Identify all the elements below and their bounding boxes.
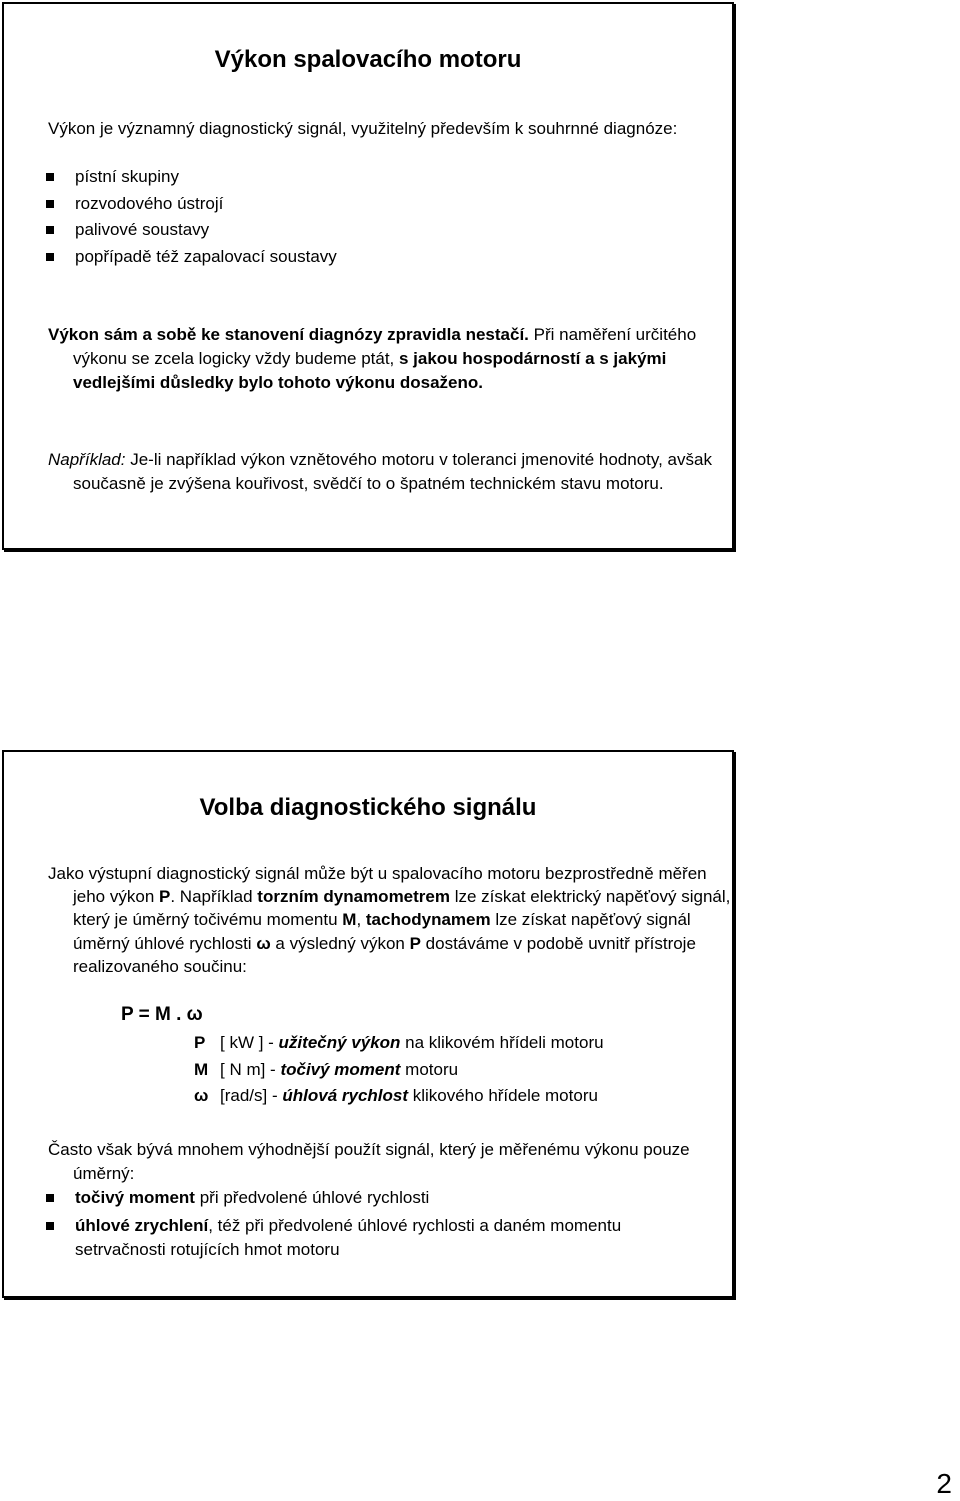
- square-bullet-icon: [46, 1194, 54, 1202]
- list-item: pístní skupiny: [46, 164, 337, 191]
- list-item: točivý moment při předvolené úhlové rychlosti: [46, 1186, 686, 1210]
- square-bullet-icon: [46, 200, 54, 208]
- performance-paragraph: Výkon sám a sobě ke stanovení diagnózy zpravidla nestačí. Při naměření určitého výkonu se zcela logicky vždy budeme ptát, s jakou hospodárností a s jakými vedlejšími důsledky bylo tohoto výkonu dosaženo.: [48, 325, 697, 392]
- intro-text: Výkon je významný diagnostický signál, využitelný především k souhrnné diagnóze:: [48, 119, 678, 138]
- diagnosis-list: [46, 164, 337, 270]
- slide-2-title: Volba diagnostického signálu: [199, 794, 537, 821]
- definition-row: P [ kW ] - užitečný výkon na klikovém hřídeli motoru: [194, 1033, 604, 1052]
- power-formula: P = M . ω: [121, 1004, 203, 1025]
- formula-definitions: [194, 1030, 604, 1110]
- page-number: 2: [936, 1468, 952, 1499]
- proportional-paragraph: Často však bývá mnohem výhodnější použít signál, který je měřenému výkonu pouze úměrný:: [48, 1140, 690, 1183]
- square-bullet-icon: [46, 226, 54, 234]
- definition-row: M [ N m] - točivý moment motoru: [194, 1059, 459, 1079]
- slide-2: [2, 750, 734, 1298]
- square-bullet-icon: [46, 1222, 54, 1230]
- list-item: popřípadě též zapalovací soustavy: [46, 244, 337, 271]
- example-paragraph: Například: Je-li například výkon vznětového motoru v toleranci jmenovité hodnoty, avšak současně je zvýšena kouřivost, svědčí to o špatném technickém stavu motoru.: [48, 450, 712, 493]
- signal-paragraph: Jako výstupní diagnostický signál může být u spalovacího motoru bezprostředně měřen jeho výkon P. Například torzním dynamometrem lze získat elektrický napěťový signál, který je úměrný točivému momentu M, tachodynamem lze získat napěťový signál úměrný úhlové rychlosti ω a výsledný výkon P dostáváme v podobě uvnitř přístroje realizovaného součinu:: [48, 864, 731, 976]
- list-item: palivové soustavy: [46, 217, 337, 244]
- slide-1-title: Výkon spalovacího motoru: [214, 46, 522, 73]
- list-item: rozvodového ústrojí: [46, 191, 337, 218]
- square-bullet-icon: [46, 173, 54, 181]
- definition-row: ω [rad/s] - úhlová rychlost klikového hřídele motoru: [194, 1086, 598, 1105]
- slide-1: [2, 2, 734, 550]
- signal-options-list: [46, 1186, 686, 1262]
- list-item: úhlové zrychlení, též při předvolené úhlové rychlosti a daném momentu setrvačnosti rotujících hmot motoru: [46, 1214, 686, 1262]
- square-bullet-icon: [46, 253, 54, 261]
- intro-paragraph: [48, 117, 713, 141]
